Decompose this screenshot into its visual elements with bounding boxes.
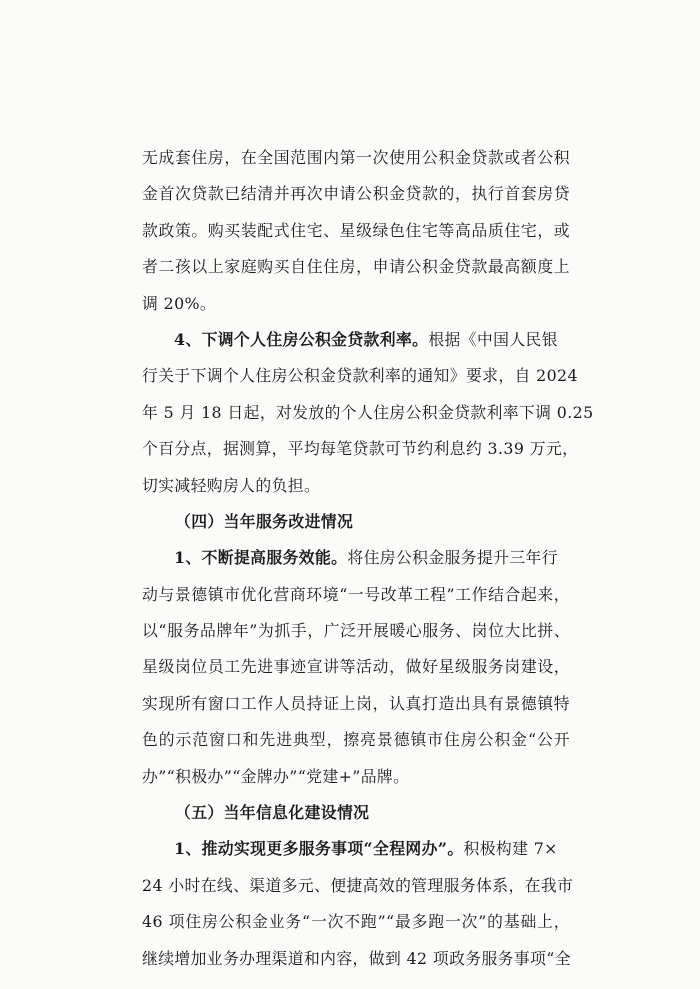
text-line: 动与景德镇市优化营商环境“一号改革工程”工作结合起来，: [142, 584, 570, 604]
lead-text: 将住房公积金服务提升三年行: [347, 548, 558, 568]
text-line: 46 项住房公积金业务“一次不跑”“最多跑一次”的基础上，: [142, 912, 570, 932]
paragraph-lead-line: [142, 322, 570, 358]
text-line: 继续增加业务办理渠道和内容，做到 42 项政务服务事项“全: [142, 948, 571, 968]
text-line: 者二孩以上家庭购买自住住房，申请公积金贷款最高额度上: [142, 257, 570, 277]
text-line: 办”“积极办”“金牌办”“党建+”品牌。: [142, 766, 410, 786]
document-body: [142, 140, 594, 977]
text-line: 实现所有窗口工作人员持证上岗，认真打造出具有景德镇特: [142, 693, 570, 713]
lead-text: 根据《中国人民银: [428, 329, 558, 349]
paragraph-lead-line: [142, 540, 570, 576]
text-line: 调 20%。: [142, 293, 217, 313]
paragraph-lead-line: [142, 831, 570, 867]
item-heading: 4、下调个人住房公积金贷款利率。: [174, 329, 429, 349]
text-line: 星级岗位员工先进事迹宣讲等活动，做好星级服务岗建设，: [142, 657, 570, 677]
item-heading: 1、推动实现更多服务事项“全程网办”。: [174, 839, 464, 859]
text-line: 个百分点，据测算，平均每笔贷款可节约利息约 3.39 万元，: [142, 439, 579, 459]
text-line: 色的示范窗口和先进典型，擦亮景德镇市住房公积金“公开: [142, 730, 570, 750]
text-line: 款政策。购买装配式住宅、星级绿色住宅等高品质住宅，或: [142, 220, 570, 240]
lead-text: 积极构建 7×: [463, 839, 558, 859]
text-line: 行关于下调个人住房公积金贷款利率的通知》要求，自 2024: [142, 366, 578, 386]
section-heading: （五）当年信息化建设情况: [175, 803, 370, 823]
section-heading: （四）当年服务改进情况: [175, 511, 354, 531]
text-line: 24 小时在线、渠道多元、便捷高效的管理服务体系，在我市: [142, 875, 574, 895]
text-line: 无成套住房，在全国范围内第一次使用公积金贷款或者公积: [142, 148, 570, 167]
item-heading: 1、不断提高服务效能。: [174, 548, 348, 568]
text-line: 金首次贷款已结清并再次申请公积金贷款的，执行首套房贷: [142, 184, 570, 204]
text-line: 以“服务品牌年”为抓手，广泛开展暖心服务、岗位大比拼、: [142, 621, 570, 641]
text-line: 年 5 月 18 日起，对发放的个人住房公积金贷款利率下调 0.25: [142, 402, 594, 422]
text-line: 切实减轻购房人的负担。: [142, 475, 321, 495]
